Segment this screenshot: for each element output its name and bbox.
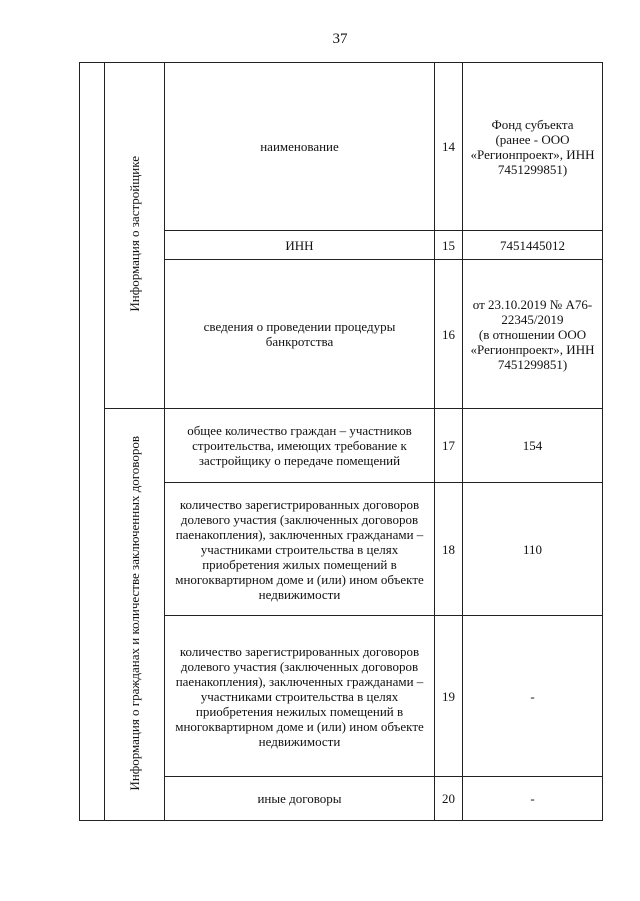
description-cell bbox=[165, 616, 435, 777]
value-cell bbox=[463, 260, 603, 409]
number-cell bbox=[435, 231, 463, 260]
row-value: 7451445012 bbox=[500, 237, 565, 253]
page-number: 37 bbox=[332, 31, 348, 47]
group-label-cell bbox=[105, 409, 165, 821]
group-label-citizens-contracts: Информация о гражданах и количестве заключенных договоров bbox=[127, 435, 142, 791]
row-value: Фонд субъекта (ранее - ООО «Регионпроект», ИНН 7451299851) bbox=[470, 116, 595, 177]
row-description: наименование bbox=[260, 139, 339, 154]
row-number: 19 bbox=[442, 688, 455, 704]
value-cell bbox=[463, 409, 603, 483]
row-description: количество зарегистрированных договоров долевого участия (заключенных договоров паенакопления), заключенных гражданами – участниками строительства в целях приобретения нежилых помещений в многоквартирном доме и (или) ином объекте недвижимости bbox=[175, 643, 424, 749]
table-row bbox=[80, 63, 603, 231]
table-row bbox=[80, 409, 603, 483]
row-number: 17 bbox=[442, 438, 455, 453]
row-description: ИНН bbox=[285, 237, 314, 253]
row-number: 16 bbox=[442, 326, 455, 342]
row-value: 154 bbox=[522, 438, 543, 453]
row-number: 18 bbox=[442, 541, 455, 557]
description-cell bbox=[165, 260, 435, 409]
group-label-cell bbox=[105, 63, 165, 409]
number-cell bbox=[435, 777, 463, 821]
row-value: - bbox=[530, 791, 535, 806]
value-cell bbox=[463, 231, 603, 260]
value-cell bbox=[463, 483, 603, 616]
row-value: от 23.10.2019 № А76- 22345/2019 (в отношении ООО «Регионпроект», ИНН 7451299851) bbox=[470, 296, 595, 372]
value-cell bbox=[463, 777, 603, 821]
blank-column-cell bbox=[80, 63, 105, 821]
info-table bbox=[79, 62, 603, 821]
description-cell bbox=[165, 63, 435, 231]
row-value: 110 bbox=[522, 541, 543, 557]
description-cell bbox=[165, 483, 435, 616]
row-value: - bbox=[530, 688, 535, 704]
description-cell bbox=[165, 409, 435, 483]
row-description: сведения о проведении процедуры банкротства bbox=[203, 319, 396, 349]
number-cell bbox=[435, 409, 463, 483]
value-cell bbox=[463, 63, 603, 231]
description-cell bbox=[165, 231, 435, 260]
row-description: количество зарегистрированных договоров долевого участия (заключенных договоров паенакопления), заключенных гражданами – участниками строительства в целях приобретения жилых помещений в многоквартирном доме и (или) ином объекте недвижимости bbox=[175, 496, 424, 602]
number-cell bbox=[435, 483, 463, 616]
row-description: иные договоры bbox=[257, 791, 342, 806]
value-cell bbox=[463, 616, 603, 777]
row-number: 15 bbox=[442, 237, 455, 253]
number-cell bbox=[435, 260, 463, 409]
group-label-developer: Информация о застройщике bbox=[127, 156, 142, 312]
row-number: 14 bbox=[442, 139, 455, 154]
row-number: 20 bbox=[442, 791, 455, 806]
description-cell bbox=[165, 777, 435, 821]
row-description: общее количество граждан – участников строительства, имеющих требование к застройщику о передаче помещений bbox=[187, 423, 412, 468]
number-cell bbox=[435, 63, 463, 231]
number-cell bbox=[435, 616, 463, 777]
